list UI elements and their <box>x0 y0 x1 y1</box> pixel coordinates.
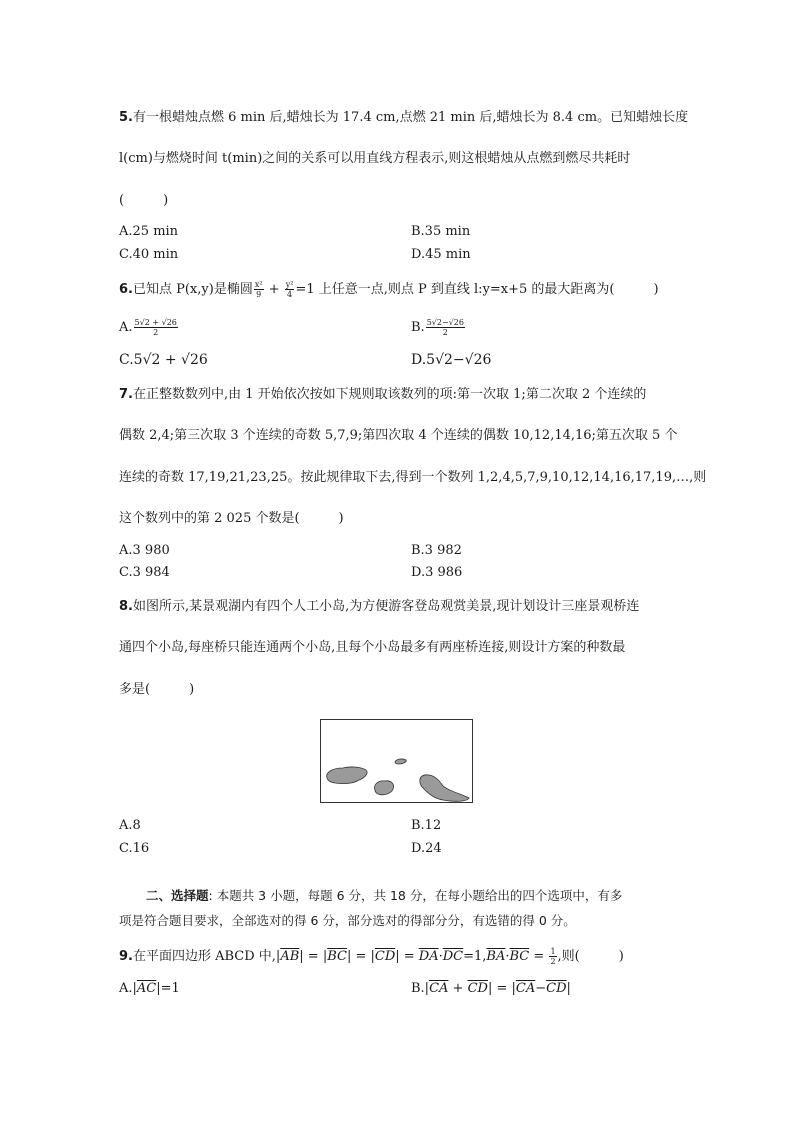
q7-option-c[interactable]: C.3 984 <box>119 565 170 580</box>
q9-option-a-pre: A.| <box>119 981 137 996</box>
q9-option-a-post: |=1 <box>156 981 180 996</box>
q9-option-b[interactable] <box>411 980 571 998</box>
q8-line1 <box>119 598 639 616</box>
q9-text-a: 在平面四边形 ABCD 中,| <box>132 949 281 964</box>
q6-option-c[interactable]: C.5√2 + √26 <box>119 352 208 368</box>
section-2-instructions-line2: 项是符合题目要求，全部选对的得 6 分，部分选对的得部分分，有选错的得 0 分。 <box>119 913 576 928</box>
q5-option-d[interactable]: D.45 min <box>411 247 471 262</box>
q6-option-b-label: B. <box>411 320 425 335</box>
q7-line1 <box>119 386 646 404</box>
q5-line1 <box>119 109 688 127</box>
q8-line2: 通四个小岛,每座桥只能连通两个小岛,且每个小岛最多有两座桥连接,则设计方案的种数最 <box>119 640 626 655</box>
q9-option-b-mid: | = | <box>487 981 516 996</box>
q8-option-c[interactable]: C.16 <box>119 841 150 856</box>
q9-option-a[interactable] <box>119 980 180 998</box>
q5-line2: l(cm)与燃烧时间 t(min)之间的关系可以用直线方程表示,则这根蜡烛从点燃到燃尽共耗时 <box>119 151 631 166</box>
ellipse-x-fraction: $\frac{\text{x²}}{9}$ <box>254 280 263 299</box>
q5-option-c[interactable]: C.40 min <box>119 247 179 262</box>
q7-line3: 连续的奇数 17,19,21,23,25。按此规律取下去,得到一个数列 1,2,4,5,7,9,10,12,14,16,17,19,…,则 <box>119 470 707 485</box>
island-middle <box>375 781 394 795</box>
q8-option-b[interactable]: B.12 <box>411 818 442 833</box>
vector-ca-2: $\overline{CA}$ <box>515 981 536 996</box>
q6-option-b[interactable] <box>411 318 466 337</box>
q7-option-a[interactable]: A.3 980 <box>119 543 170 558</box>
q9-sep-1: | = | <box>299 949 328 964</box>
vector-bc-2: $\overline{BC}$ <box>509 949 530 964</box>
q5-option-b[interactable]: B.35 min <box>411 224 471 239</box>
q6-option-b-fraction: $\frac{5√2-√26}{2}$ <box>426 318 464 337</box>
vector-ab: $\overline{AB}$ <box>280 949 300 964</box>
q6-text-b: =1 上任意一点,则点 P 到直线 l:y=x+5 的最大距离为( ) <box>295 282 659 297</box>
q5-line3: ( ) <box>119 193 169 208</box>
q7-line2: 偶数 2,4;第三次取 3 个连续的奇数 5,7,9;第四次取 4 个连续的偶数 10,12,14,16;第五次取 5 个 <box>119 428 678 443</box>
half-fraction: $\frac{1}{2}$ <box>550 947 556 966</box>
q9-option-b-plus: + <box>448 981 468 996</box>
lake-islands-figure <box>320 719 473 803</box>
q7-option-d[interactable]: D.3 986 <box>411 565 463 580</box>
dot-product-1: · <box>438 949 443 964</box>
q5-text-1: 有一根蜡烛点燃 6 min 后,蜡烛长为 17.4 cm,点燃 21 min 后,蜡烛长为 8.4 cm。已知蜡烛长度 <box>132 110 689 125</box>
dot-product-2: · <box>505 949 510 964</box>
vector-ac: $\overline{AC}$ <box>136 981 157 996</box>
q9-sep-3: | = <box>395 949 419 964</box>
vector-cd-b1: $\overline{CD}$ <box>467 981 488 996</box>
vector-da: $\overline{DA}$ <box>418 949 439 964</box>
vector-cd-b2: $\overline{CD}$ <box>546 981 567 996</box>
q6-option-d[interactable]: D.5√2−√26 <box>411 352 492 368</box>
q9-sep-4: =1, <box>463 949 487 964</box>
q7-option-b[interactable]: B.3 982 <box>411 543 462 558</box>
section-2-heading: 二、选择题 <box>146 888 209 903</box>
q5-number: 5. <box>119 110 133 125</box>
q5-option-a[interactable]: A.25 min <box>119 224 179 239</box>
q8-option-d[interactable]: D.24 <box>411 841 442 856</box>
q8-line3: 多是( ) <box>119 682 195 697</box>
q9-option-b-post: | <box>566 981 571 996</box>
q8-option-a[interactable]: A.8 <box>119 818 141 833</box>
q9-equals: = <box>529 949 549 964</box>
island-left <box>327 767 367 784</box>
vector-dc: $\overline{DC}$ <box>442 949 464 964</box>
q7-number: 7. <box>119 387 133 402</box>
q9-option-b-minus: − <box>535 981 547 996</box>
q6-line1 <box>119 280 659 299</box>
q9-tail: ,则( ) <box>557 949 624 964</box>
section-2-text-1: : 本题共 3 小题，每题 6 分，共 18 分，在每小题给出的四个选项中，有多 <box>208 888 623 903</box>
q6-text-a: 已知点 P(x,y)是椭圆 <box>132 282 253 297</box>
q8-number: 8. <box>119 599 133 614</box>
ellipse-y-fraction: $\frac{\text{y²}}{4}$ <box>285 280 294 299</box>
q8-text-1: 如图所示,某景观湖内有四个人工小岛,为方便游客登岛观赏美景,现计划设计三座景观桥连 <box>132 599 640 614</box>
q6-option-a-fraction: $\frac{5√2 + √26}{2}$ <box>134 318 177 337</box>
q6-option-a-label: A. <box>119 320 133 335</box>
vector-ca: $\overline{CA}$ <box>429 981 449 996</box>
q6-option-a[interactable] <box>119 318 179 337</box>
lake-islands-svg <box>321 720 472 802</box>
q6-number: 6. <box>119 282 133 297</box>
vector-bc: $\overline{BC}$ <box>327 949 347 964</box>
island-right <box>420 775 469 802</box>
q9-option-b-pre: B.| <box>411 981 430 996</box>
q9-sep-2: | = | <box>346 949 375 964</box>
section-2-instructions-line1 <box>146 887 622 905</box>
island-small-top <box>395 759 406 764</box>
vector-ba: $\overline{BA}$ <box>486 949 506 964</box>
q7-text-1: 在正整数数列中,由 1 开始依次按如下规则取该数列的项:第一次取 1;第二次取 2 个连续的 <box>132 387 647 402</box>
plus-sign: + <box>264 282 284 297</box>
q9-number: 9. <box>119 949 133 964</box>
vector-cd: $\overline{CD}$ <box>374 949 396 964</box>
q9-line1 <box>119 947 624 966</box>
q7-line4: 这个数列中的第 2 025 个数是( ) <box>119 511 344 526</box>
